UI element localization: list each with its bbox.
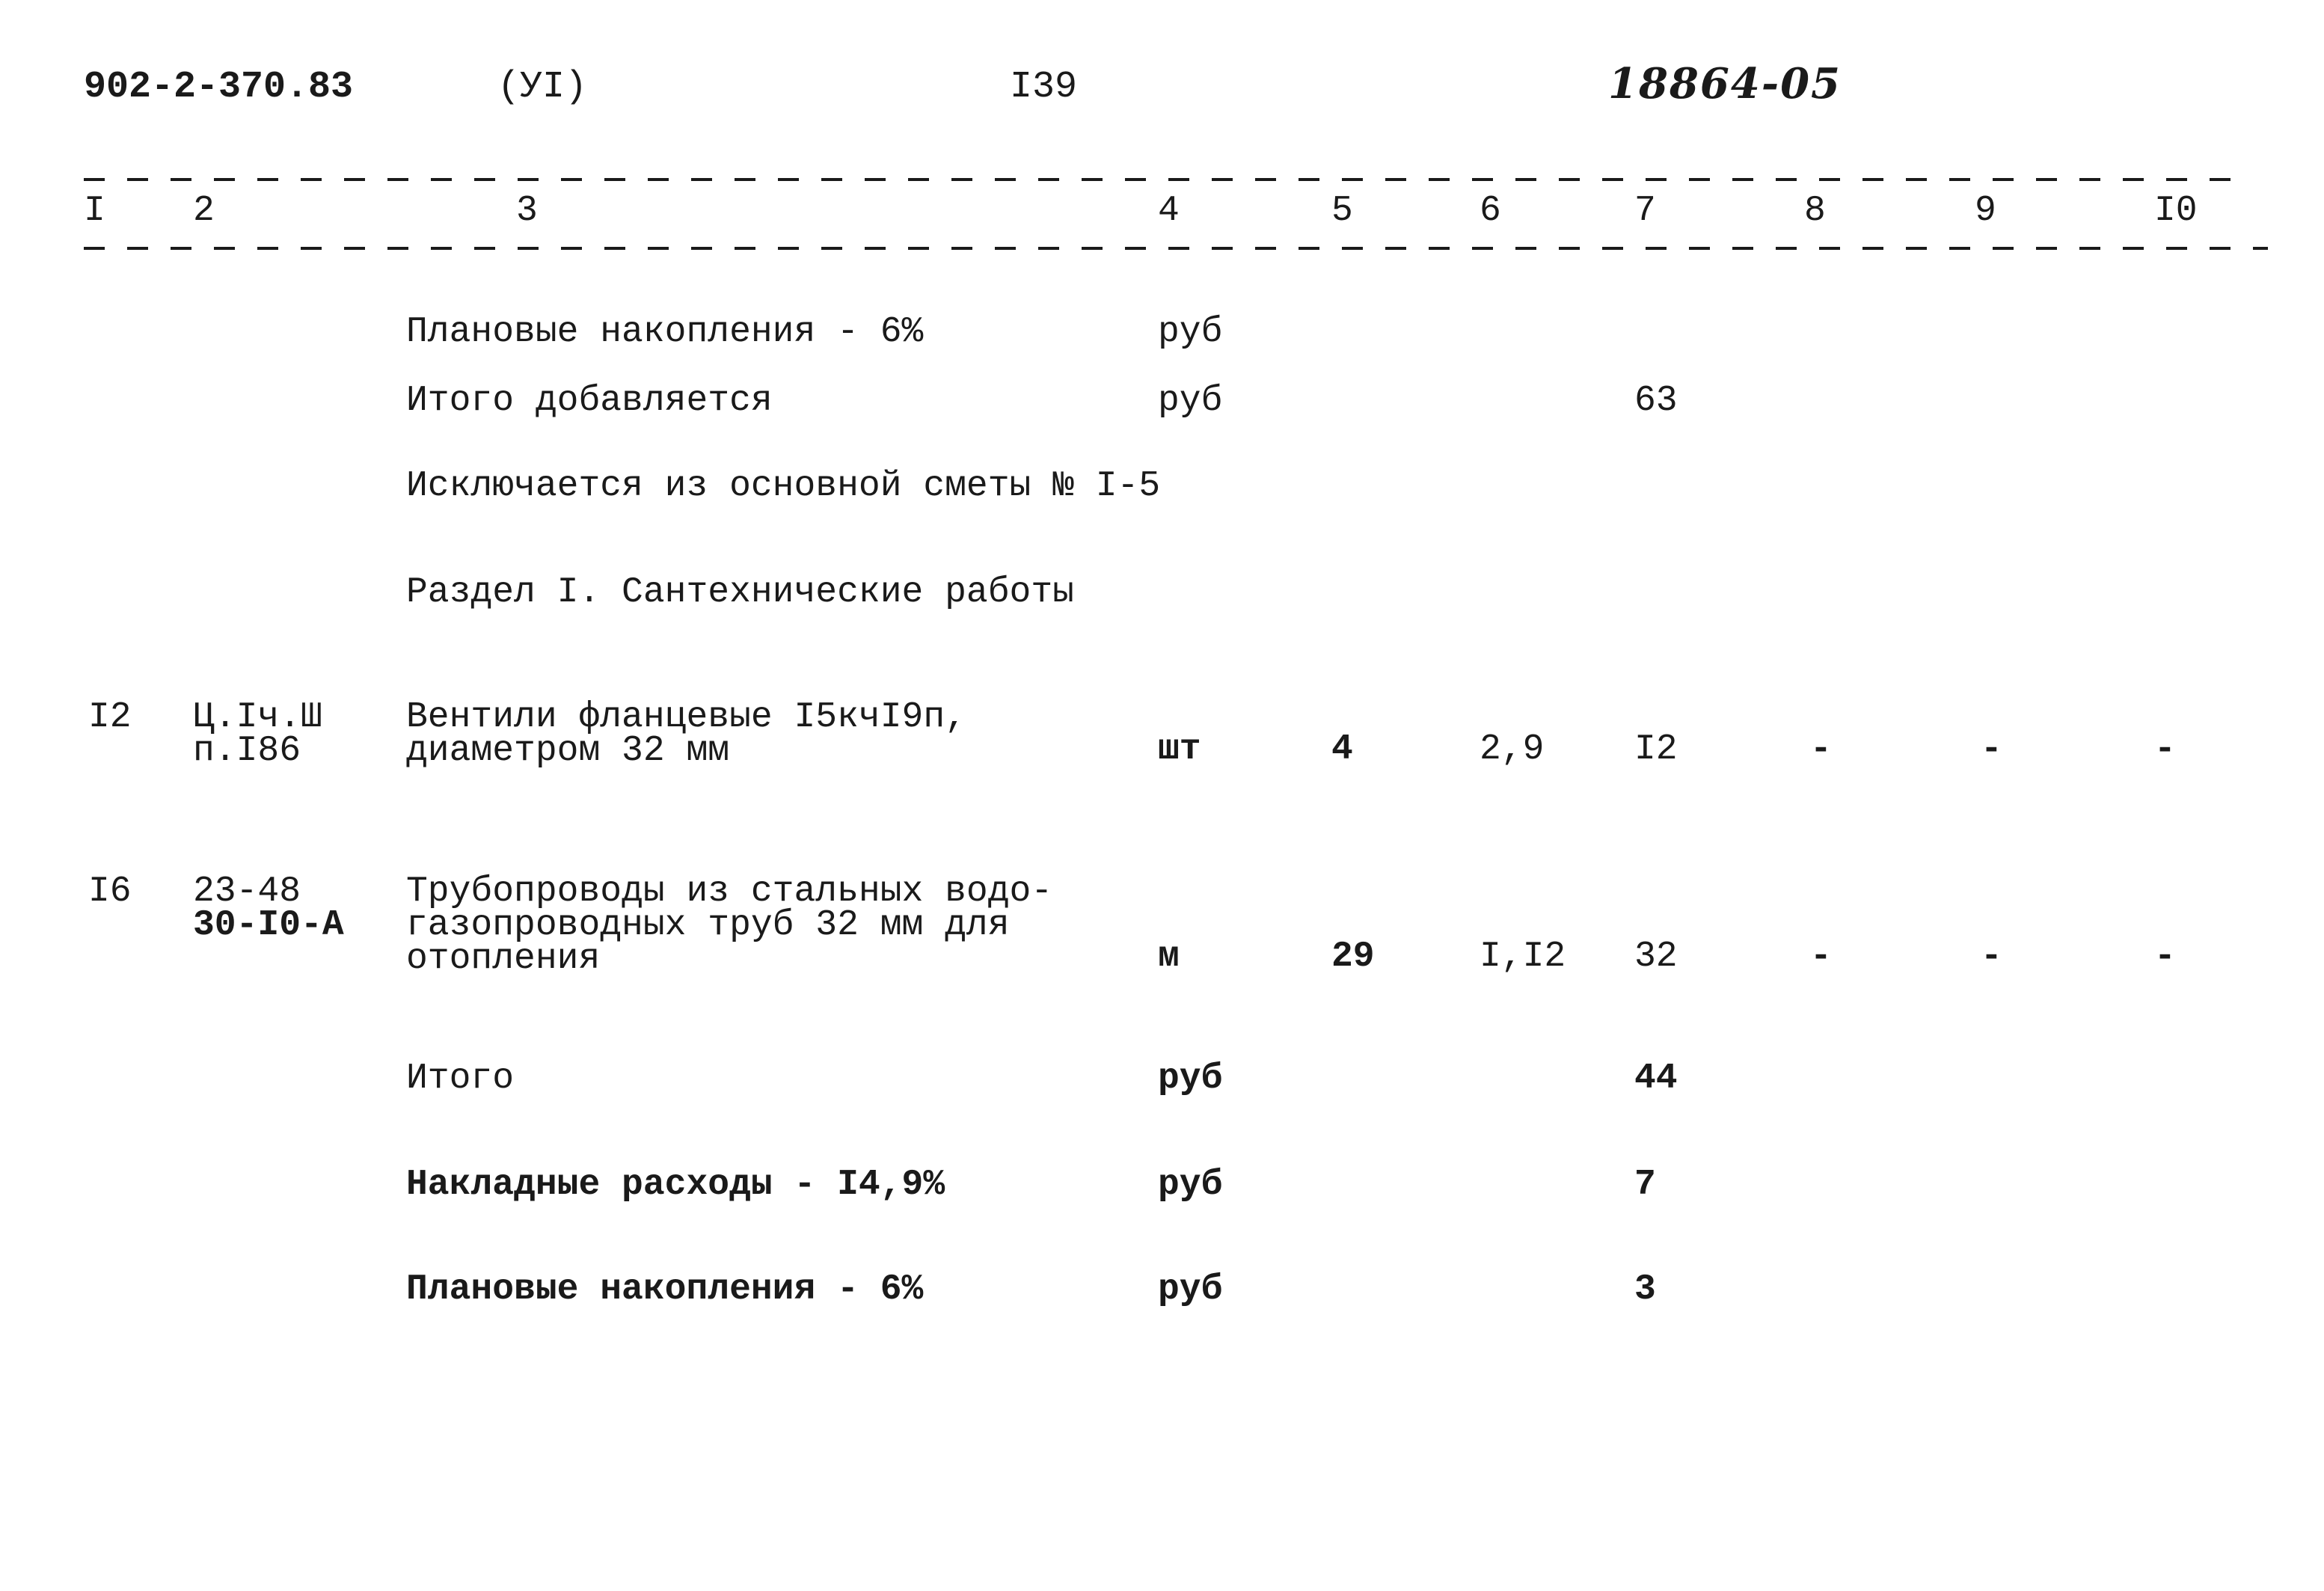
row-name-line3: отопления (406, 939, 601, 979)
column-header-3: 3 (516, 191, 538, 231)
row-col7-value: 7 (1634, 1165, 1656, 1205)
row-code-line2: п.I86 (193, 731, 301, 771)
row-col8-value: - (1810, 729, 1832, 770)
row-name: Накладные расходы - I4,9% (406, 1165, 945, 1205)
row-col7-value: 44 (1634, 1058, 1678, 1099)
document-code: 902-2-370.83 (84, 66, 354, 108)
column-header-9: 9 (1975, 191, 1996, 231)
row-col7-value: 3 (1634, 1269, 1656, 1310)
row-name-line1: Вентили фланцевые I5кчI9п, (406, 697, 966, 738)
column-header-2: 2 (193, 191, 215, 231)
row-col5-value: 4 (1331, 729, 1353, 770)
row-unit: руб (1158, 381, 1223, 421)
header-bottom-rule (84, 247, 2268, 250)
row-unit: руб (1158, 1058, 1223, 1099)
page-number: I39 (1010, 66, 1078, 108)
row-code-line1: Ц.Iч.Ш (193, 697, 322, 738)
section-title: Раздел I. Сантехнические работы (406, 572, 1074, 613)
row-col8-value: - (1810, 936, 1832, 977)
row-col10-value: - (2154, 936, 2176, 977)
row-col6-value: I,I2 (1480, 936, 1566, 977)
row-col7-value: I2 (1634, 729, 1678, 770)
row-col9-value: - (1981, 729, 2002, 770)
row-col10-value: - (2154, 729, 2176, 770)
row-col6-value: 2,9 (1480, 729, 1545, 770)
row-name: Итого добавляется (406, 381, 773, 421)
row-name: Плановые накопления - 6% (406, 1269, 924, 1310)
row-col5-value: 29 (1331, 936, 1375, 977)
section-label: (УI) (497, 66, 588, 108)
row-col7-value: 63 (1634, 381, 1678, 421)
column-header-6: 6 (1480, 191, 1501, 231)
row-col7-value: 32 (1634, 936, 1678, 977)
section-note: Исключается из основной сметы № I-5 (406, 466, 1161, 506)
row-name-line2: диаметром 32 мм (406, 731, 730, 771)
row-number: I2 (88, 697, 132, 738)
row-name: Итого (406, 1058, 515, 1099)
row-col9-value: - (1981, 936, 2002, 977)
row-unit: шт (1158, 729, 1201, 770)
row-unit: руб (1158, 1165, 1223, 1205)
handwritten-number: 18864-05 (1608, 59, 1842, 108)
row-unit: м (1158, 936, 1180, 977)
column-header-8: 8 (1804, 191, 1826, 231)
row-name-line2: газопроводных труб 32 мм для (406, 905, 1010, 945)
row-name-line1: Трубопроводы из стальных водо- (406, 871, 1053, 912)
row-code-line2: 30-I0-А (193, 905, 344, 945)
column-header-7: 7 (1634, 191, 1656, 231)
row-code-line1: 23-48 (193, 871, 301, 912)
row-unit: руб (1158, 312, 1223, 352)
header-top-rule (84, 178, 2244, 181)
row-number: I6 (88, 871, 132, 912)
column-header-1: I (84, 191, 105, 231)
column-header-5: 5 (1331, 191, 1353, 231)
column-header-10: I0 (2154, 191, 2198, 231)
column-header-4: 4 (1158, 191, 1180, 231)
row-name: Плановые накопления - 6% (406, 312, 924, 352)
row-unit: руб (1158, 1269, 1223, 1310)
